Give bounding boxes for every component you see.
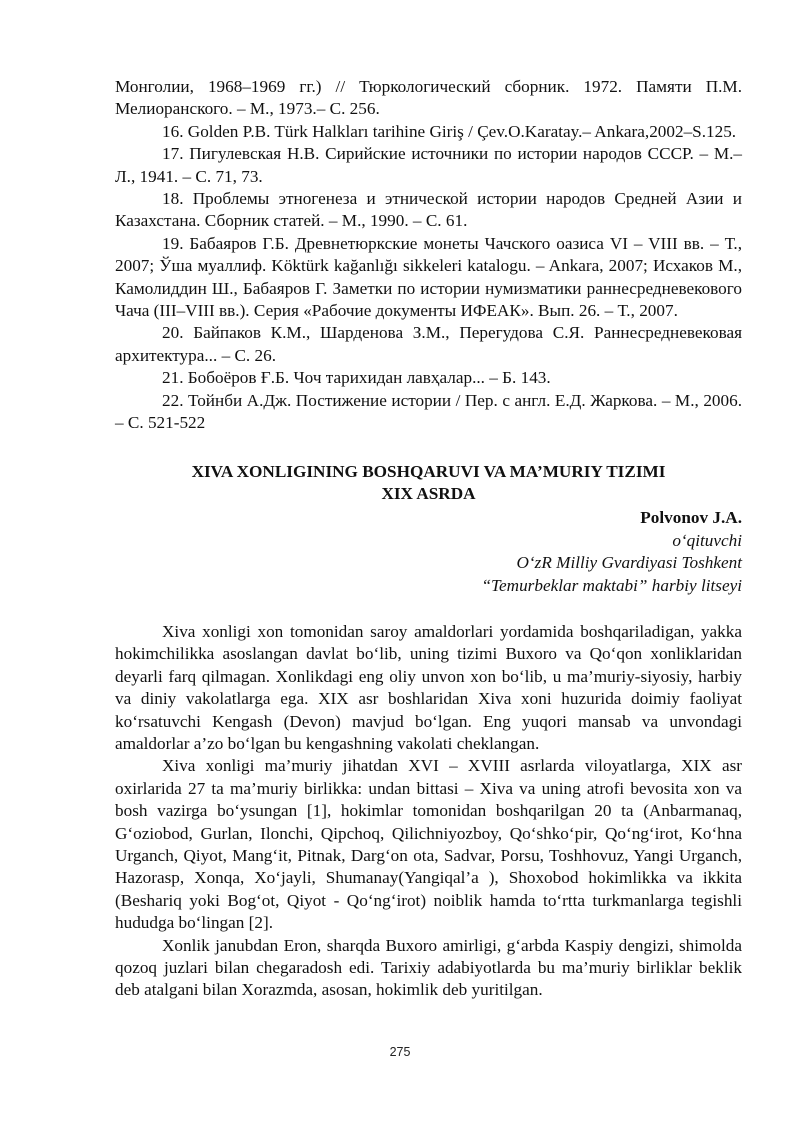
reference-item: 19. Бабаяров Г.Б. Древнетюркские монеты Чачского оазиса VI – VIII вв. – Т., 2007; Ўша муаллиф. Köktürk kağanlığı sikkeleri katalogu. – Ankara, 2007; Исхаков М., Камолиддин Ш., Бабаяров Г. Заметки по истории нумизматики раннесредневекового Чача (III–VIII вв.). Серия «Рабочие документы ИФЕАК». Вып. 26. – Т., 2007. [115,233,742,321]
page-content [115,76,742,1002]
author-block [115,507,742,597]
body-paragraph: Xiva xonligi ma’muriy jihatdan XVI – XVIII asrlarda viloyatlarga, XIX asr oxirlarida 27 ta ma’muriy birlikka: undan bittasi – Xiva va uning atrofi bevosita xon va bosh vazirga bo‘ysungan [1], hokimlar tomonidan boshqarilgan 20 ta (Anbarmanaq, G‘oziobod, Gurlan, Ilonchi, Qipchoq, Qilichniyozboy, Qo‘shko‘pir, Qo‘ng‘irot, Ko‘hna Urganch, Qiyot, Mang‘it, Pitnak, Darg‘on ota, Sadvar, Porsu, Toshhovuz, Yangi Urganch, Hazorasp, Xonqa, Xo‘jayli, Shumanay(Yangiqal’a ), Shoxobod hokimlikka va ikkita (Beshariq yoki Bog‘ot, Qiyot - Qo‘ng‘irot) noiblik hamda to‘rtta turkmanlarga tegishli hududga bo‘lingan [2]. [115,756,742,933]
author-role: o‘qituvchi [672,530,742,550]
author-name: Polvonov J.A. [640,508,742,528]
author-affiliation: “Temurbeklar maktabi” harbiy litseyi [481,575,742,595]
reference-list [115,76,742,435]
reference-item: 16. Golden P.B. Türk Halkları tarihine Giriş / Çev.O.Karatay.– Ankara,2002–S.125. [162,121,737,141]
page-number: 275 [389,1045,411,1059]
reference-item: 20. Байпаков К.М., Шарденова З.М., Перегудова С.Я. Раннесредневековая архитектура... – С. 26. [115,323,742,365]
reference-item: 22. Тойнби А.Дж. Постижение истории / Пер. с англ. Е.Д. Жаркова. – М., 2006. – С. 521-522 [115,390,742,433]
article-title-line: XIX ASRDA [381,483,476,503]
reference-item: 21. Бобоёров Ғ.Б. Чоч тарихидан лавҳалар... – Б. 143. [162,368,551,388]
author-affiliation: O‘zR Milliy Gvardiyasi Toshkent [516,553,742,573]
reference-item: 17. Пигулевская Н.В. Сирийские источники по истории народов СССР. – М.–Л., 1941. – С. 71, 73. [115,144,742,186]
article-body [115,621,742,1002]
reference-item: Монголии, 1968–1969 гг.) // Тюркологический сборник. 1972. Памяти П.М. Мелиоранского. – М., 1973.– С. 256. [115,77,742,119]
reference-item: 18. Проблемы этногенеза и этнической истории народов Средней Азии и Казахстана. Сборник статей. – М., 1990. – С. 61. [115,189,742,231]
article-title [115,461,742,506]
article-title-line: XIVA XONLIGINING BOSHQARUVI VA MA’MURIY TIZIMI [191,461,666,481]
body-paragraph: Xiva xonligi xon tomonidan saroy amaldorlari yordamida boshqariladigan, yakka hokimchilikka asoslangan davlat bo‘lib, uning tizimi Buxoro va Qo‘qon xonliklaridan deyarli farq qilmagan. Xonlikdagi eng oliy unvon xon bo‘lib, u ma’muriy-siyosiy, harbiy va diniy vakolatlarga ega. XIX asr boshlaridan Xiva xoni huzurida doimiy faoliyat ko‘rsatuvchi Kengash (Devon) mavjud bo‘lgan. Eng yuqori mansab va unvondagi amaldorlar a’zo bo‘lgan bu kengashning vakolati cheklangan. [115,621,742,753]
body-paragraph: Xonlik janubdan Eron, sharqda Buxoro amirligi, g‘arbda Kaspiy dengizi, shimolda qozoq juzlari bilan chegaradosh edi. Tarixiy adabiyotlarda bu ma’muriy birliklar beklik deb atalgani bilan Xorazmda, asosan, hokimlik deb yuritilgan. [115,935,742,1000]
